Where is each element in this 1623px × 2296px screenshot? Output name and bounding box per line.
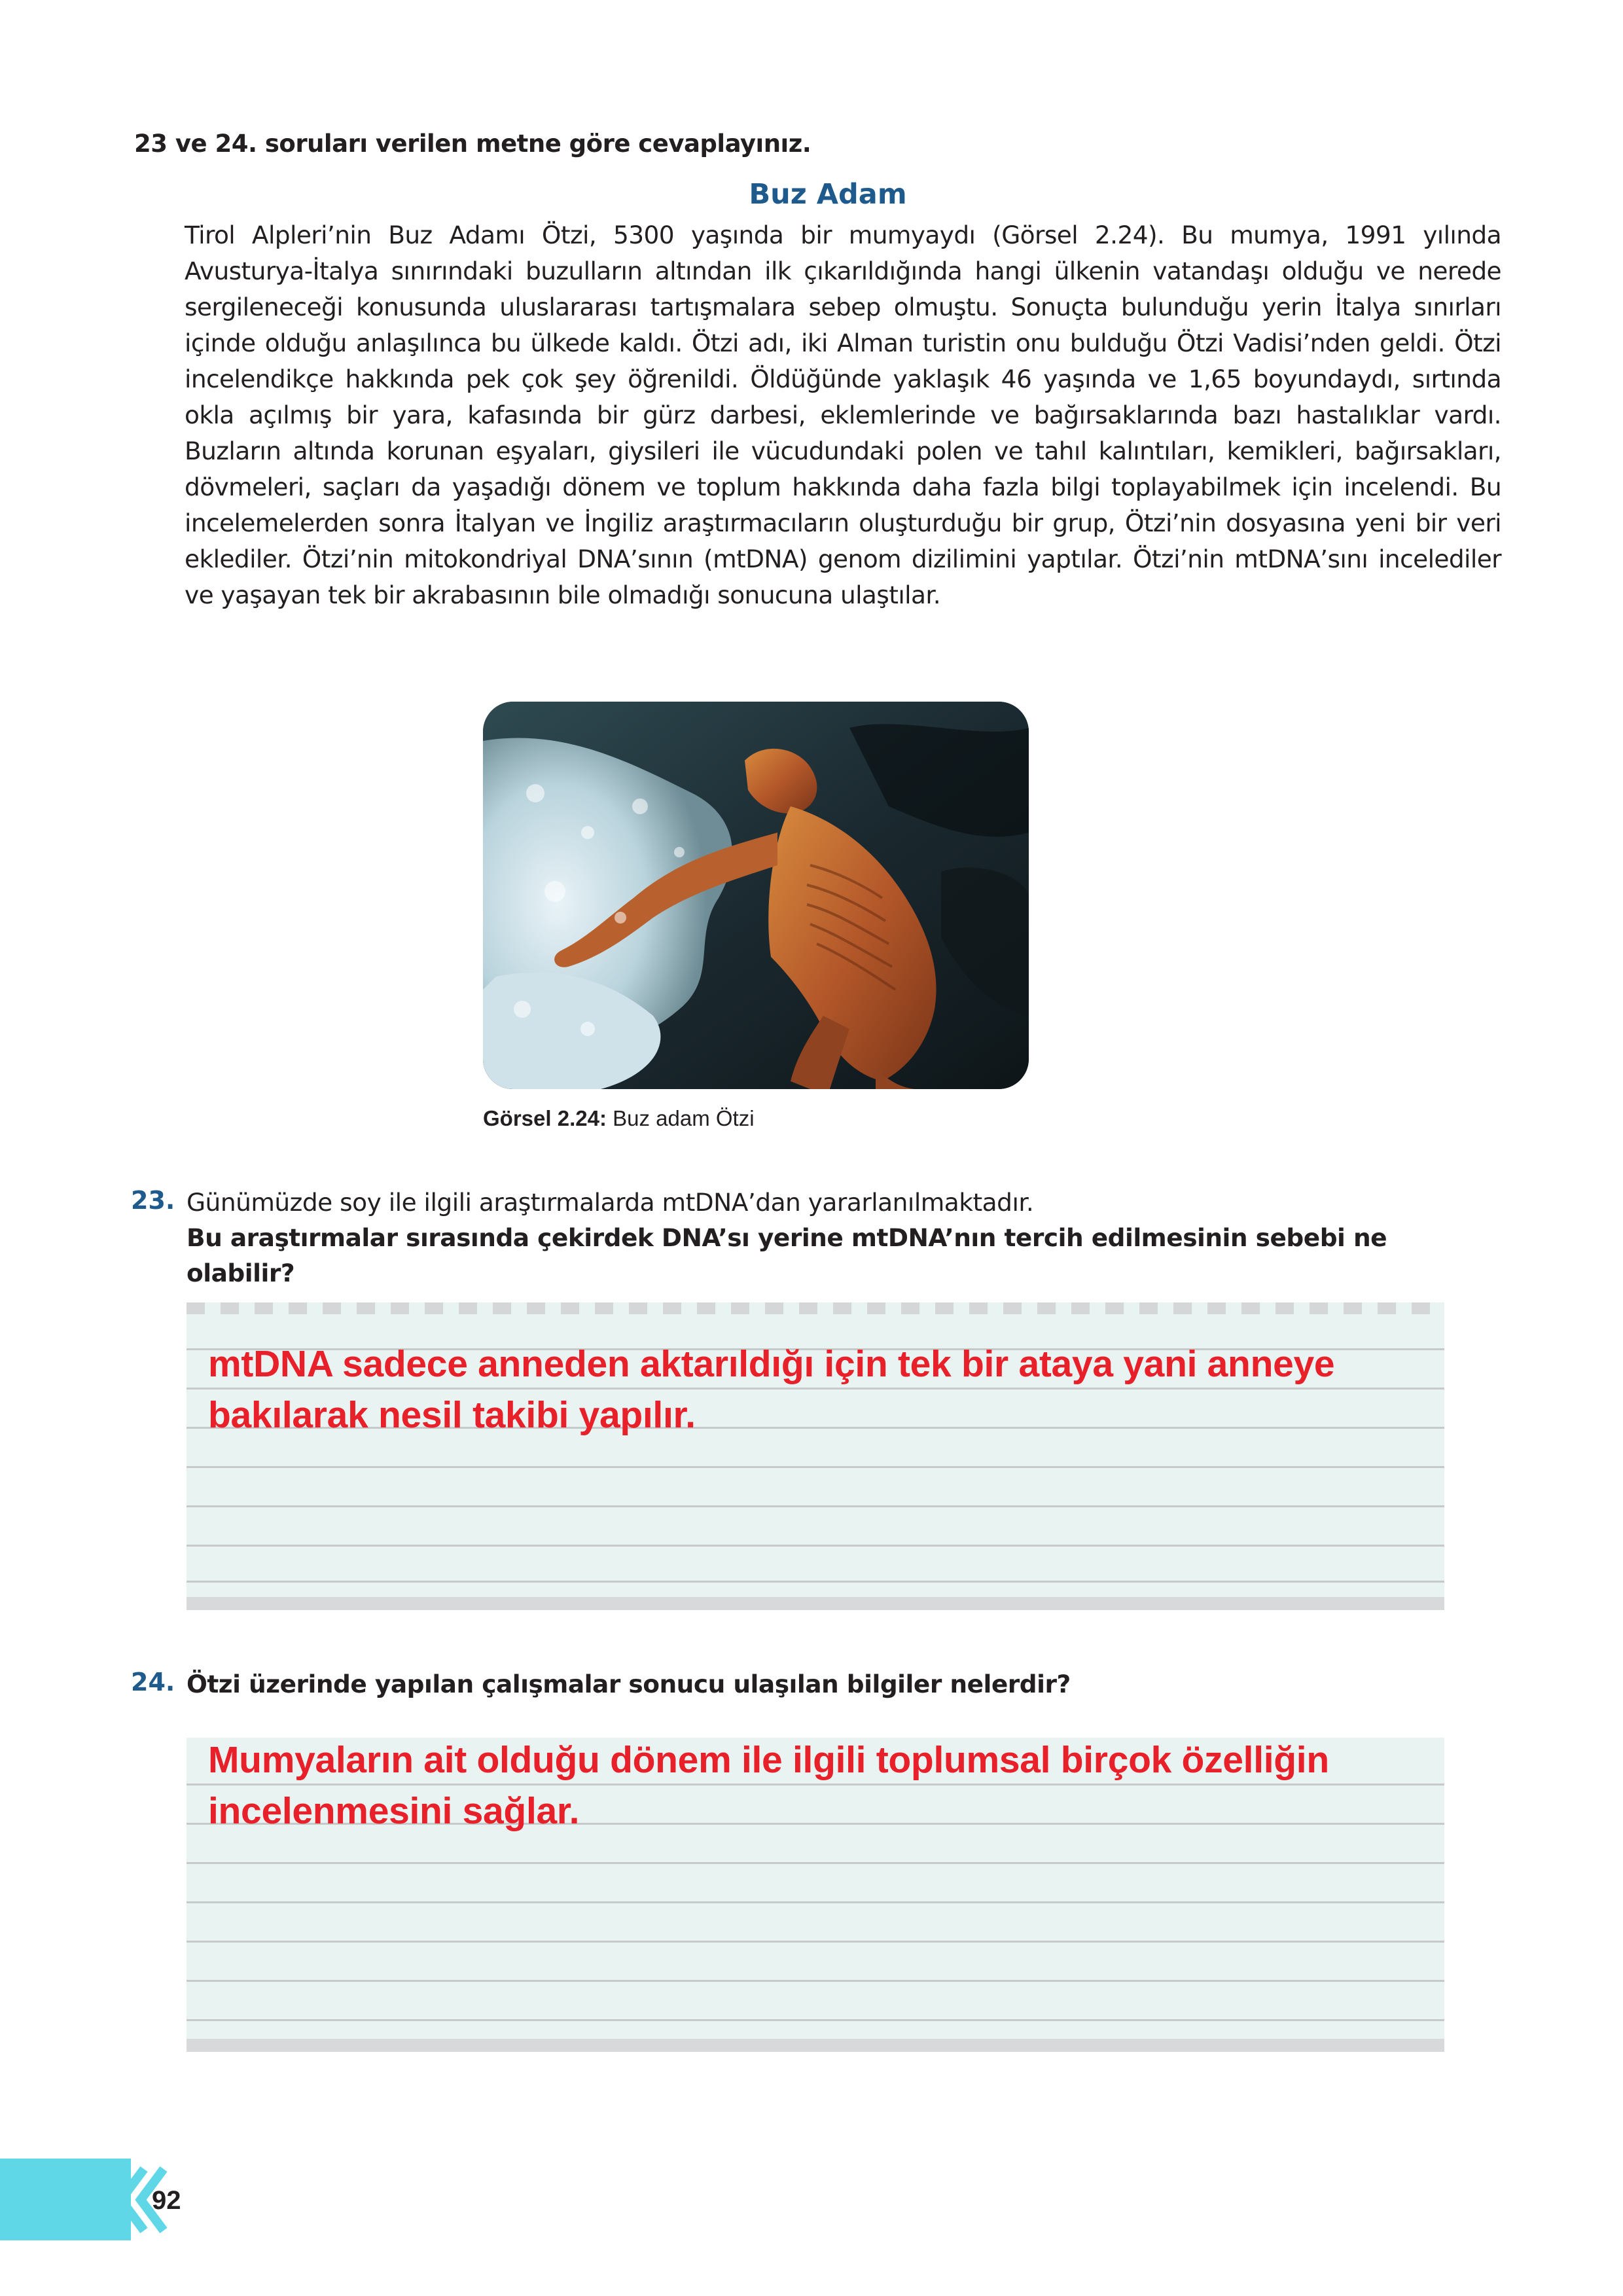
answer-line	[187, 1545, 1444, 1547]
mummy-illustration	[483, 702, 1029, 1089]
answer-line	[187, 1505, 1444, 1507]
answer-line	[187, 1941, 1444, 1943]
question-23-number: 23.	[131, 1186, 175, 1215]
passage-body: Tirol Alpleri’nin Buz Adamı Ötzi, 5300 yaşında bir mumyaydı (Görsel 2.24). Bu mumya, 1991 yılında Avusturya-İtalya sınırındaki buzulların altından ilk çıkarıldığında hangi ülkenin vatandaşı olduğu ve nerede sergileneceği konusunda uluslararası tartışmalara sebep olmuştu. Sonuçta bulunduğu yerin İtalya sınırları içinde olduğu anlaşılınca bu ülkede kaldı. Ötzi adı, iki Alman turistin onu bulduğu Ötzi Vadisi’nden geldi. Ötzi incelendikçe hakkında pek çok şey öğrenildi. Öldüğünde yaklaşık 46 yaşında ve 1,65 boyundaydı, sırtında okla açılmış bir yara, kafasında bir gürz darbesi, eklemlerinde ve bağırsaklarında bazı hastalıklar vardı. Buzların altında korunan eşyaları, giysileri ile vücudundaki polen ve tahıl kalıntıları, kemikleri, bağırsakları, dövmeleri, saçları da yaşadığı dönem ve toplum hakkında daha fazla bilgi toplayabilmek için incelendi. Bu incelemelerden sonra İtalyan ve İngiliz araştırmacıların oluşturduğu bir grup, Ötzi’nin dosyasına yeni bir veri eklediler. Ötzi’nin mitokondriyal DNA’sının (mtDNA) genom dizilimini yaptılar. Ötzi’nin mtDNA’sını incelediler ve yaşayan tek bir akrabasının bile olmadığı sonucuna ulaştılar.	[185, 221, 1501, 609]
answer-line	[187, 2019, 1444, 2021]
figure-caption-text: Buz adam Ötzi	[613, 1106, 755, 1130]
question-23-bold: Bu araştırmalar sırasında çekirdek DNA’sı yerine mtDNA’nın tercih edilmesinin sebebi ne olabilir?	[187, 1223, 1387, 1287]
answer-line	[187, 1466, 1444, 1468]
question-23-prompt: Günümüzde soy ile ilgili araştırmalarda mtDNA’dan yararlanılmaktadır.	[187, 1188, 1034, 1217]
answer-box-edge	[187, 2039, 1444, 2052]
question-23-answer: mtDNA sadece anneden aktarıldığı için tek bir ataya yani anneye bakılarak nesil takibi yapılır.	[208, 1343, 1335, 1436]
question-24-number: 24.	[131, 1668, 175, 1696]
figure-caption	[483, 1106, 755, 1131]
answer-box-edge	[187, 1597, 1444, 1610]
answer-line	[187, 1901, 1444, 1903]
answer-box-edge	[187, 1302, 1444, 1314]
question-24-bold: Ötzi üzerinde yapılan çalışmalar sonucu ulaşılan bilgiler nelerdir?	[187, 1670, 1071, 1698]
question-23-text	[187, 1185, 1463, 1291]
answer-line	[187, 1980, 1444, 1982]
passage-title: Buz Adam	[749, 178, 907, 211]
instruction: 23 ve 24. soruları verilen metne göre cevaplayınız.	[134, 130, 812, 158]
page-number: 92	[152, 2186, 181, 2215]
figure-label: Görsel 2.24:	[483, 1106, 607, 1130]
question-24-answer: Mumyaların ait olduğu dönem ile ilgili toplumsal birçok özelliğin incelenmesini sağlar.	[208, 1739, 1329, 1832]
answer-line	[187, 1862, 1444, 1864]
answer-line	[187, 1581, 1444, 1583]
oetzi-photo	[483, 702, 1029, 1089]
